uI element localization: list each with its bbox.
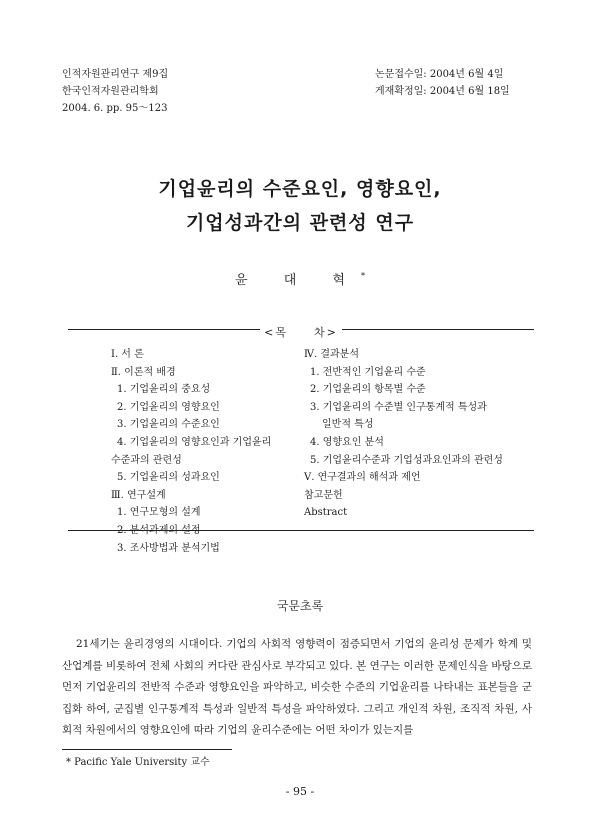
toc-item: 3. 기업윤리의 수준요인 — [117, 419, 220, 431]
toc-item: 2. 기업윤리의 항목별 수준 — [310, 384, 426, 396]
abstract-title: 국문초록 — [276, 599, 324, 613]
toc-item: 1. 기업윤리의 중요성 — [117, 384, 211, 396]
author-affiliation-footnote: * Pacific Yale University 교수 — [66, 757, 210, 768]
abstract-body — [62, 634, 532, 742]
toc-item: 4. 영향요인 분석 — [310, 436, 384, 448]
footnote-divider — [62, 749, 232, 750]
toc-item: Ⅲ. 연구설계 — [111, 489, 166, 501]
issue-pages: 2004. 6. pp. 95～123 — [62, 103, 168, 114]
toc-heading: <목 차> — [260, 326, 342, 339]
toc-item: 2. 분석과제의 설정 — [117, 524, 201, 536]
toc-item: 수준과의 관련성 — [111, 454, 182, 466]
toc-left-column — [111, 346, 311, 557]
table-of-contents — [68, 326, 534, 554]
toc-item: 5. 기업윤리수준과 기업성과요인과의 관련성 — [310, 454, 503, 466]
toc-item: 3. 기업윤리의 수준별 인구통계적 특성과 — [310, 401, 487, 413]
journal-info — [62, 66, 168, 117]
submission-dates — [375, 66, 510, 100]
toc-item: 3. 조사방법과 분석기법 — [117, 542, 220, 554]
toc-item: 참고문헌 — [304, 489, 343, 501]
toc-item: 1. 연구모형의 설계 — [117, 507, 201, 519]
author-name: 윤 대 혁 — [235, 273, 361, 288]
toc-item: Ⅱ. 이론적 배경 — [111, 366, 176, 378]
toc-item: Ⅰ. 서 론 — [111, 349, 144, 360]
page-number: - 95 - — [285, 785, 315, 798]
toc-item: Ⅳ. 결과분석 — [304, 349, 359, 360]
society-name: 한국인적자원관리학회 — [62, 86, 159, 97]
toc-item: 1. 전반적인 기업윤리 수준 — [310, 366, 426, 378]
title-line-1: 기업윤리의 수준요인, 영향요인, — [158, 178, 442, 200]
author — [0, 269, 600, 288]
toc-item: 4. 기업윤리의 영향요인과 기업윤리 — [117, 436, 272, 448]
toc-right-column — [304, 346, 534, 522]
toc-item: Abstract — [304, 507, 348, 519]
title-line-2: 기업성과간의 관련성 연구 — [185, 212, 415, 234]
abstract-paragraph: 21세기는 윤리경영의 시대이다. 기업의 사회적 영향력이 점증되면서 기업의 윤리성 문제가 학계 및 산업계를 비롯하여 전체 사회의 커다란 관심사로 부각되고 있다. 본 연구는 이러한 문제인식을 바탕으로 먼저 기업윤리의 전반적 수준과 영향요인을 파악하고, 비슷한 수준의 기업윤리를 나타내는 표본들을 군집화 하여, 군집별 인구통계적 특성과 일반적 특성을 파악하였다. 그리고 개인적 차원, 조직적 차원, 사회적 차원에서의 영향요인에 따라 기업의 윤리수준에는 어떤 차이가 있는지를 — [62, 638, 532, 736]
received-date: 논문접수일: 2004년 6월 4일 — [375, 69, 504, 80]
accepted-date: 게재확정일: 2004년 6월 18일 — [375, 86, 510, 97]
journal-name: 인적자원관리연구 제9집 — [62, 69, 169, 80]
toc-item: 일반적 특성 — [322, 419, 374, 431]
toc-item: 2. 기업윤리의 영향요인 — [117, 401, 220, 413]
toc-item: 5. 기업윤리의 성과요인 — [117, 472, 220, 484]
toc-item: Ⅴ. 연구결과의 해석과 제언 — [304, 472, 421, 484]
author-footnote-mark: * — [360, 271, 365, 281]
paper-title — [0, 172, 600, 240]
